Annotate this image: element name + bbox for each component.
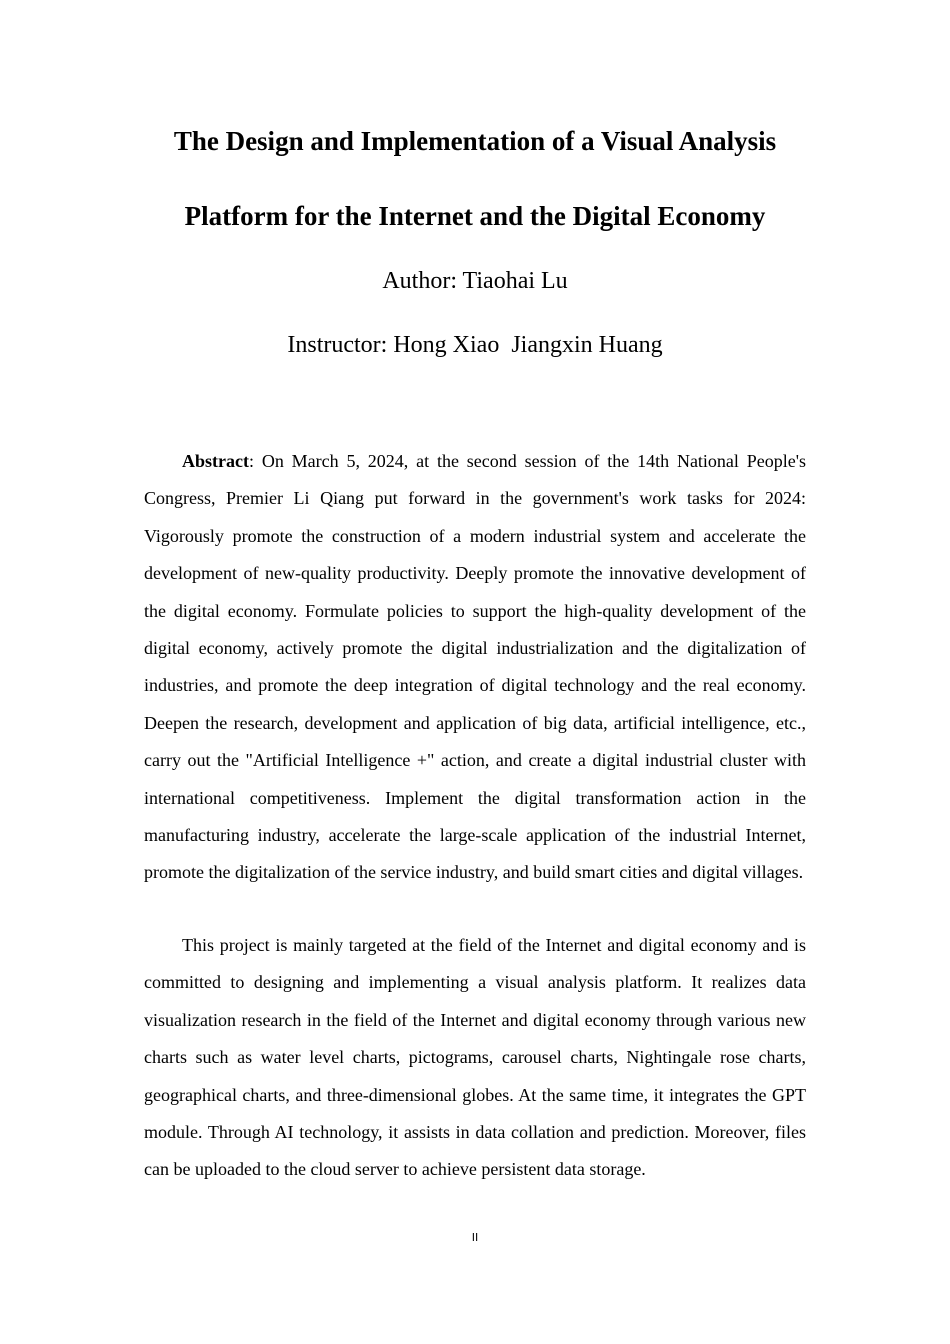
- abstract-label: Abstract: [182, 451, 249, 471]
- page-number: II: [471, 1231, 479, 1244]
- title-line-1: The Design and Implementation of a Visual Analysis: [173, 126, 777, 156]
- abstract-paragraph-2: This project is mainly targeted at the field of the Internet and digital economy and is committed to designing and implementing a visual analysis platform. It realizes data visualization research in the field of the Internet and digital economy through various new charts such as water level charts, pictograms, carousel charts, Nightingale rose charts, geographical charts, and three-dimensional globes. At the same time, it integrates the GPT module. Through AI technology, it assists in data collation and prediction. Moreover, files can be uploaded to the cloud server to achieve persistent data storage.: [144, 935, 806, 1180]
- abstract-paragraph-1: [144, 443, 806, 892]
- abstract-paragraph-1-text: : On March 5, 2024, at the second session of the 14th National People's Congress, Premier Li Qiang put forward in the government's work tasks for 2024: Vigorously promote the construction of a modern industrial system and accelerate the development of new-quality productivity. Deeply promote the innovative development of the digital economy. Formulate policies to support the high-quality development of the digital economy, actively promote the digital industrialization and the digitalization of industries, and promote the deep integration of digital technology and the real economy. Deepen the research, development and application of big data, artificial intelligence, etc., carry out the "Artificial Intelligence +" action, and create a digital industrial cluster with international competitiveness. Implement the digital transformation action in the manufacturing industry, accelerate the large-scale application of the industrial Internet, promote the digitalization of the service industry, and build smart cities and digital villages.: [144, 451, 806, 883]
- title-line-2: Platform for the Internet and the Digital Economy: [184, 201, 766, 231]
- instructor-line: Instructor: Hong Xiao Jiangxin Huang: [287, 332, 663, 358]
- author-line: Author: Tiaohai Lu: [382, 268, 568, 294]
